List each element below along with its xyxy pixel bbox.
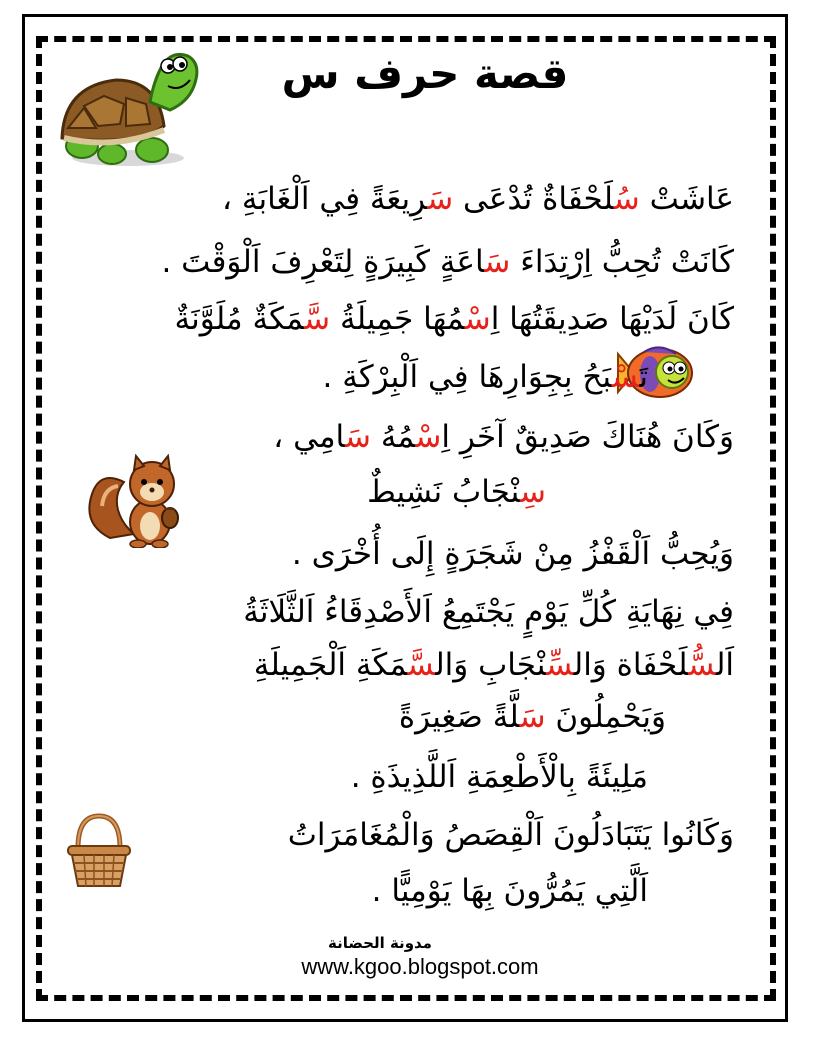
- basket-illustration: [64, 812, 134, 890]
- highlighted-letter: سْ: [464, 301, 491, 337]
- turtle-illustration: [54, 46, 202, 170]
- highlighted-letter: سَ: [427, 181, 454, 217]
- blog-url[interactable]: www.kgoo.blogspot.com: [301, 954, 539, 979]
- story-text-segment: امِي ،: [273, 419, 345, 455]
- story-text-segment: فِي نِهَايَةِ كُلِّ يَوْمٍ يَجْتَمِعُ اَلأَصْدِقَاءُ اَلثَّلَاثَةُ: [243, 594, 734, 630]
- story-text-segment: تَ: [639, 359, 648, 395]
- story-text-segment: مَلِيئَةً بِالْأَطْعِمَةِ اَللَّذِيذَةِ .: [350, 759, 648, 795]
- story-text-segment: وَكَانَ هُنَاكَ صَدِيقٌ آخَرِ اِ: [441, 419, 734, 455]
- story-text-segment: رِيعَةً فِي اَلْغَابَةِ ،: [221, 181, 428, 217]
- story-text-segment: مَكَةٌ مُلَوَّنَةٌ: [174, 301, 305, 337]
- story-text-segment: اَل: [715, 647, 734, 683]
- story-line-13: [372, 862, 648, 920]
- highlighted-letter: سِ: [520, 474, 546, 510]
- highlighted-letter: سْ: [611, 359, 640, 395]
- story-text-segment: لَّةً صَغِيرَةً: [398, 699, 520, 735]
- highlighted-letter: سَ: [519, 699, 546, 735]
- story-text-segment: مُهَا جَمِيلَةُ: [330, 301, 465, 337]
- story-line-11: [351, 748, 648, 806]
- highlighted-letter: سِّ: [546, 647, 574, 683]
- story-line-1: [222, 170, 734, 228]
- story-text-segment: مَكَةِ اَلْجَمِيلَةِ: [253, 647, 408, 683]
- highlighted-letter: سَ: [345, 419, 371, 455]
- blog-name: مدونة الحضانة: [328, 934, 432, 952]
- story-line-7: [292, 525, 734, 583]
- highlighted-letter: سَ: [484, 244, 511, 280]
- highlighted-letter: سُّ: [688, 647, 716, 683]
- story-text-segment: وَيُحِبُّ اَلْقَفْزُ مِنْ شَجَرَةٍ إِلَى أُخْرَى .: [291, 536, 734, 572]
- story-line-4: [322, 348, 648, 406]
- highlighted-letter: سْ: [415, 419, 442, 455]
- story-text-segment: كَانَتْ تُحِبُّ اِرْتِدَاءَ: [510, 244, 734, 280]
- story-line-5: [273, 408, 734, 466]
- story-line-10: [399, 688, 666, 746]
- story-line-3: [174, 290, 734, 348]
- story-text-segment: مُهُ: [370, 419, 416, 455]
- story-text-segment: بَحُ بِجِوَارِهَا فِي اَلْبِرْكَةِ .: [322, 359, 612, 395]
- story-text-segment: نْجَابُ نَشِيطٌ: [367, 474, 521, 510]
- highlighted-letter: سُ: [613, 181, 640, 217]
- story-line-6: [367, 463, 546, 521]
- story-text-segment: وَيَحْمِلُونَ: [545, 699, 666, 735]
- highlighted-letter: سَّ: [304, 301, 331, 337]
- story-text-segment: عَاشَتْ: [639, 181, 734, 217]
- story-line-8: [243, 583, 734, 641]
- story-text-segment: كَانَ لَدَيْهَا صَدِيقَتُهَا اِ: [490, 301, 734, 337]
- story-line-12: [288, 806, 734, 864]
- story-text-segment: لَحْفَاة وَال: [573, 647, 689, 683]
- story-text-segment: اَلَّتِي يَمُرُّونَ بِهَا يَوْمِيًّا .: [371, 873, 648, 909]
- story-line-9: [254, 636, 734, 694]
- story-line-2: [161, 233, 734, 291]
- story-text-segment: لَحْفَاةٌ تُدْعَى: [453, 181, 614, 217]
- highlighted-letter: سَّ: [407, 647, 436, 683]
- squirrel-illustration: [88, 454, 188, 548]
- story-text-segment: وَكَانُوا يَتَبَادَلُونَ اَلْقِصَصُ وَالْمُغَامَرَاتُ: [287, 817, 734, 853]
- story-text-segment: اعَةٍ كَبِيرَةٍ لِتَعْرِفَ اَلْوَقْتَ .: [161, 244, 485, 280]
- story-text-segment: نْجَابِ وَال: [435, 647, 547, 683]
- story-title: قصة حرف س: [281, 49, 569, 98]
